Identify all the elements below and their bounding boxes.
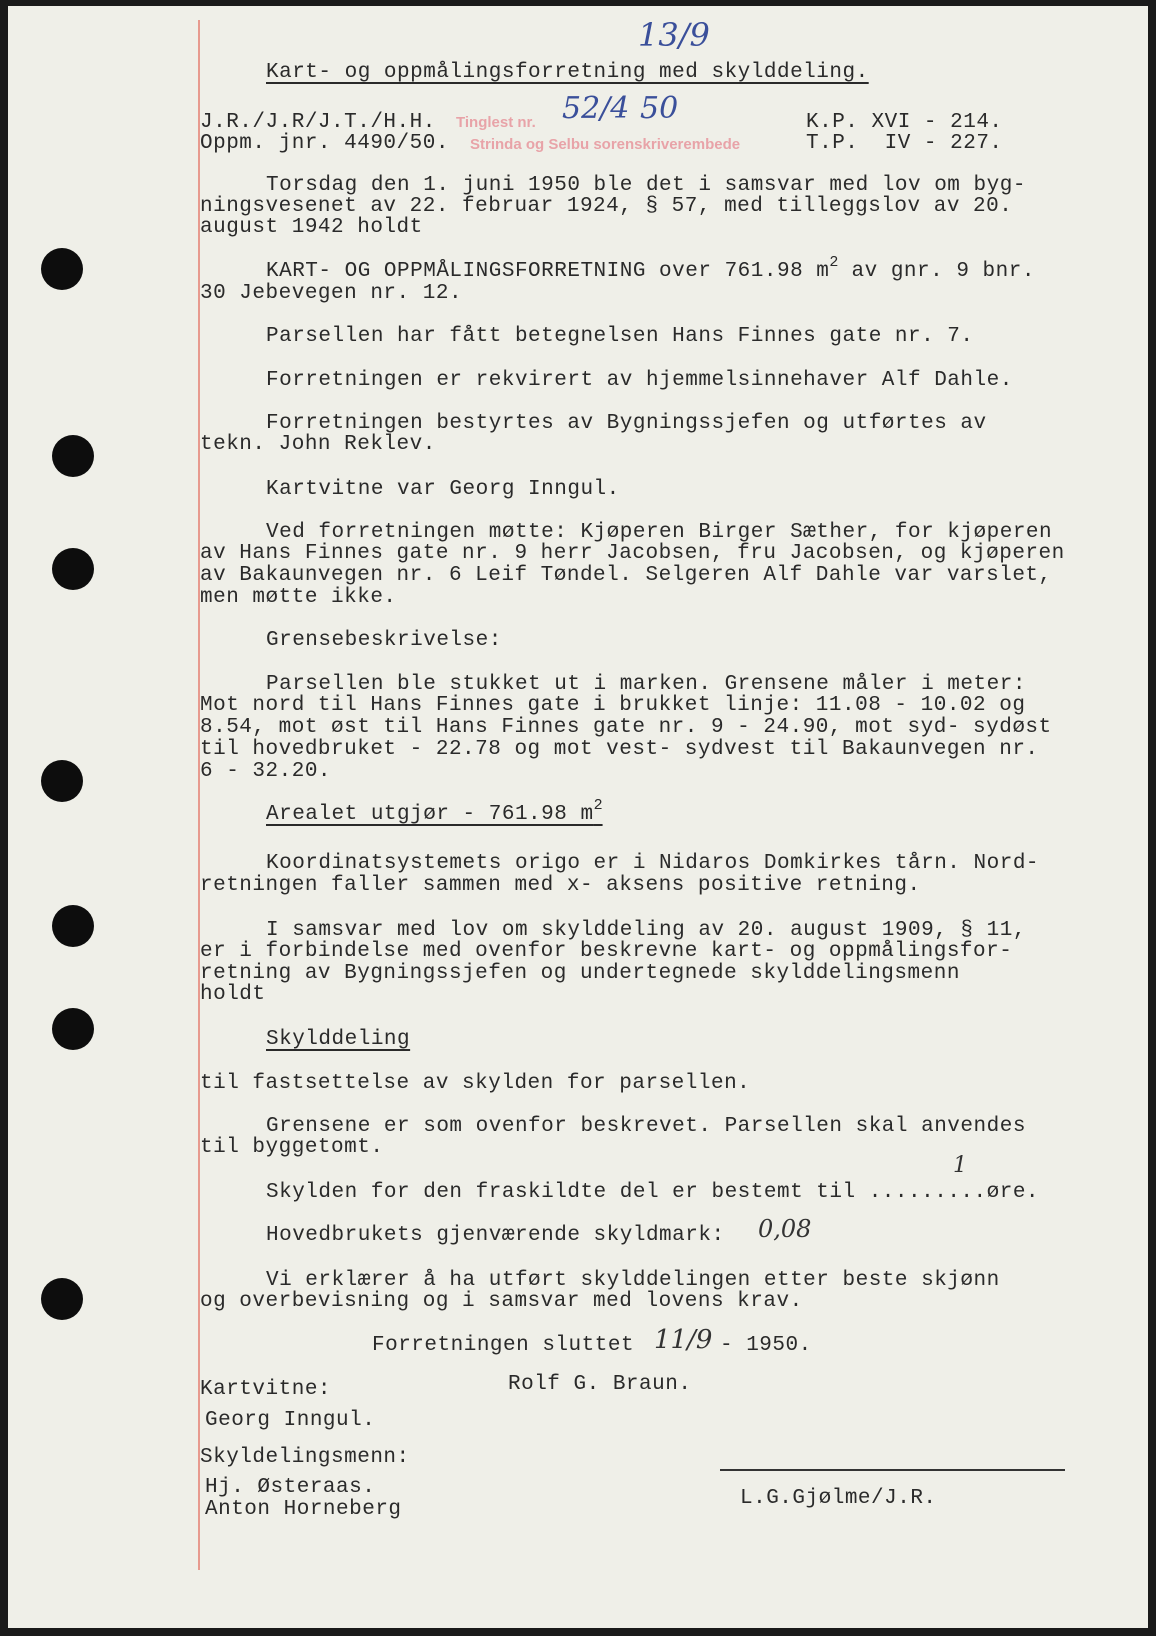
margin-line	[198, 20, 200, 1570]
signatory-name: Rolf G. Braun.	[508, 1373, 692, 1396]
text-line	[266, 254, 1035, 284]
header-jnr: Oppm. jnr. 4490/50.	[200, 132, 449, 155]
text-line: men møtte ikke.	[200, 586, 397, 609]
text-line: I samsvar med lov om skylddeling av 20. august 1909, § 11,	[266, 919, 1026, 942]
text-line: Koordinatsystemets origo er i Nidaros Domkirkes tårn. Nord-	[266, 852, 1040, 875]
punch-hole	[52, 435, 94, 477]
text-line: Forretningen sluttet	[372, 1334, 648, 1357]
text-line: til byggetomt.	[200, 1136, 384, 1159]
skyldmark-value: 0,08	[758, 1215, 812, 1243]
stamp-line: Tinglest nr.	[456, 114, 536, 131]
stamp-line: Strinda og Selbu sorenskriverembede	[470, 136, 741, 153]
text-line: og overbevisning og i samsvar med lovens krav.	[200, 1290, 803, 1313]
dots: .........	[868, 1181, 987, 1204]
text-line: retning av Bygningssjefen og undertegnede skylddelingsmenn	[200, 962, 960, 985]
text-line: - 1950.	[720, 1334, 812, 1357]
punch-hole	[41, 760, 83, 802]
text-line: Ved forretningen møtte: Kjøperen Birger Sæther, for kjøperen	[266, 521, 1053, 544]
text-line	[266, 1182, 1039, 1204]
area-line	[266, 797, 603, 827]
text: Skylden for den fraskildte del er bestemt til	[266, 1181, 869, 1204]
header-tp: T.P. IV - 227.	[806, 132, 1003, 155]
text-line: av Hans Finnes gate nr. 9 herr Jacobsen, fru Jacobsen, og kjøperen	[200, 542, 1065, 565]
text-line: retningen faller sammen med x- aksens positive retning.	[200, 874, 921, 897]
text-line: Torsdag den 1. juni 1950 ble det i samsvar med lov om byg-	[266, 174, 1026, 197]
skyld-name: Hj. Østeraas.	[205, 1476, 376, 1499]
text-line: Mot nord til Hans Finnes gate i brukket linje: 11.08 - 10.02 og	[200, 694, 1026, 717]
text-line: er i forbindelse med ovenfor beskrevne kart- og oppmålingsfor-	[200, 940, 1013, 963]
text-line: Vi erklærer å ha utført skylddelingen etter beste skjønn	[266, 1269, 1000, 1292]
folio-number: 13/9	[638, 16, 710, 54]
skyld-label: Skyldelingsmenn:	[200, 1446, 410, 1469]
case-number: 52/4	[562, 91, 630, 126]
text-line: av Bakaunvegen nr. 6 Leif Tøndel. Selgeren Alf Dahle var varslet,	[200, 564, 1052, 587]
text-line: Hovedbrukets gjenværende skyldmark:	[266, 1224, 725, 1247]
text: KART- OG OPPMÅLINGSFORRETNING over 761.98 m	[266, 260, 830, 283]
text-line: august 1942 holdt	[200, 216, 423, 239]
text-line: Kartvitne var Georg Inngul.	[266, 478, 620, 501]
punch-hole	[41, 248, 83, 290]
punch-hole	[41, 1278, 83, 1320]
text: av gnr. 9 bnr.	[838, 260, 1035, 283]
case-year: 50	[640, 91, 679, 126]
document-page	[8, 6, 1148, 1628]
text-line: 6 - 32.20.	[200, 760, 332, 783]
end-date: 11/9	[654, 1325, 713, 1355]
kartvitne-label: Kartvitne:	[200, 1378, 332, 1401]
text-line: Forretningen er rekvirert av hjemmelsinnehaver Alf Dahle.	[266, 369, 1013, 392]
text-line: Grensene er som ovenfor beskrevet. Parsellen skal anvendes	[266, 1115, 1026, 1138]
superscript: 2	[593, 797, 603, 814]
text-line: Forretningen bestyrtes av Bygningssjefen og utførtes av	[266, 412, 987, 435]
text-line: tekn. John Reklev.	[200, 433, 436, 456]
document-title: Kart- og oppmålingsforretning med skylddeling.	[266, 61, 869, 84]
skyld-name: Anton Horneberg	[205, 1498, 402, 1521]
text-line: 8.54, mot øst til Hans Finnes gate nr. 9 - 24.90, mot syd- sydøst	[200, 716, 1052, 739]
clerk-signature: L.G.Gjølme/J.R.	[740, 1487, 937, 1510]
kartvitne-name: Georg Inngul.	[205, 1409, 376, 1432]
text-line: 30 Jebevegen nr. 12.	[200, 282, 463, 305]
punch-hole	[52, 548, 94, 590]
text: øre.	[986, 1181, 1040, 1204]
ore-value: 1	[953, 1153, 967, 1178]
punch-hole	[52, 905, 94, 947]
header-kp: K.P. XVI - 214.	[806, 111, 1003, 134]
header-ref: J.R./J.R/J.T./H.H.	[200, 111, 436, 134]
superscript: 2	[829, 254, 839, 271]
text-line: Grensebeskrivelse:	[266, 629, 502, 652]
text-line: til hovedbruket - 22.78 og mot vest- sydvest til Bakaunvegen nr.	[200, 738, 1039, 761]
section-heading: Skylddeling	[266, 1028, 411, 1051]
signature-line	[720, 1469, 1065, 1471]
text-line: Parsellen ble stukket ut i marken. Grensene måler i meter:	[266, 673, 1026, 696]
text-line: Parsellen har fått betegnelsen Hans Finnes gate nr. 7.	[266, 325, 974, 348]
text-line: holdt	[200, 983, 266, 1006]
text-line: ningsvesenet av 22. februar 1924, § 57, med tilleggslov av 20.	[200, 195, 1013, 218]
punch-hole	[52, 1008, 94, 1050]
text: Arealet utgjør - 761.98 m	[266, 803, 594, 826]
text-line: til fastsettelse av skylden for parsellen.	[200, 1072, 751, 1095]
